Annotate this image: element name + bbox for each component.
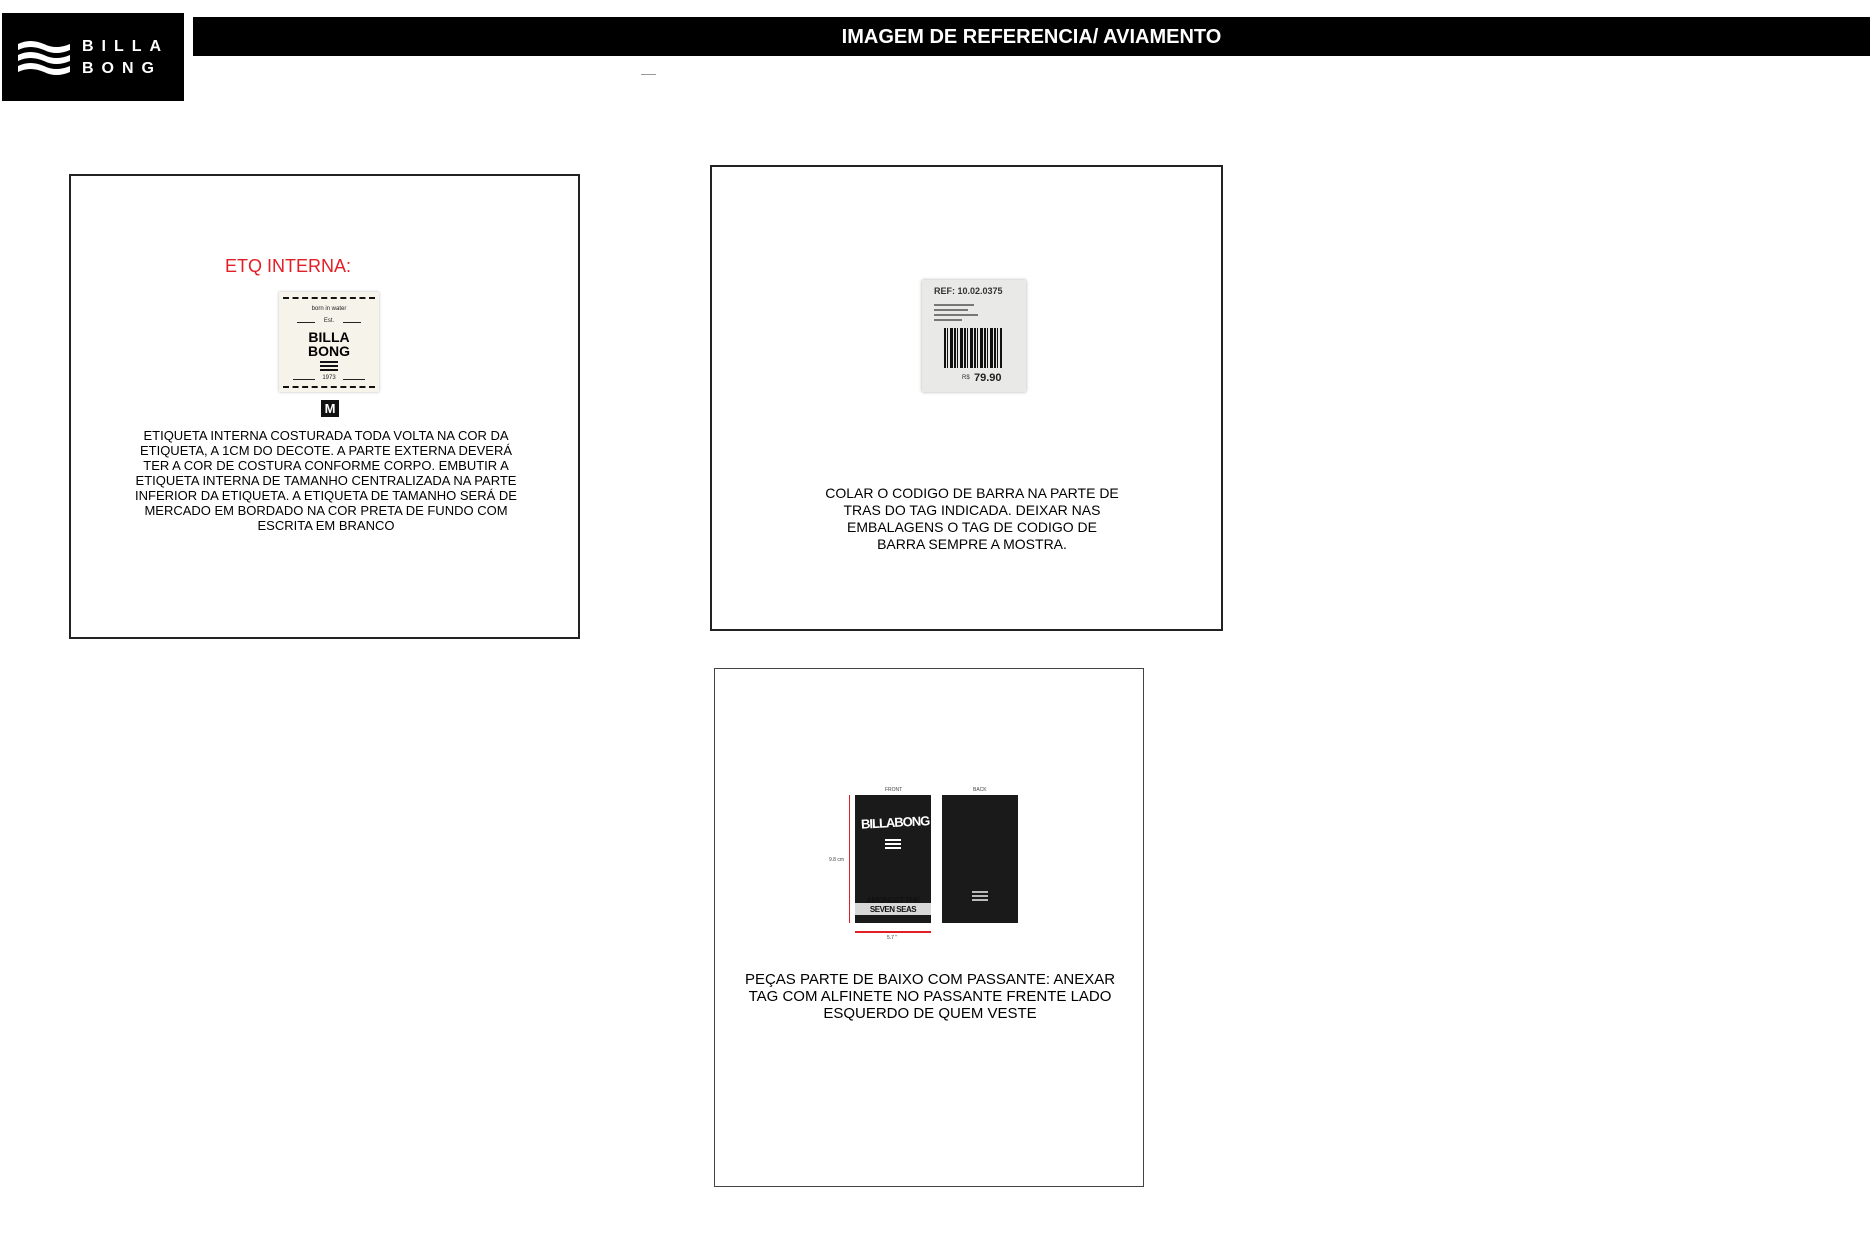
stitch-line-top — [283, 297, 375, 299]
hangtag-description: PEÇAS PARTE DE BAIXO COM PASSANTE: ANEXAR TAG COM ALFINETE NO PASSANTE FRENTE LADO ESQUERDO DE QUEM VESTE — [744, 971, 1116, 1022]
hangtag-wordmark: BILLABONG — [860, 813, 930, 832]
height-dimension-text: 9.8 cm — [829, 857, 845, 863]
divider-mark — [641, 74, 656, 75]
hangtag-panel — [714, 668, 1144, 1187]
size-badge: M — [321, 400, 339, 417]
stitch-line-bottom — [283, 386, 375, 388]
page-title: IMAGEM DE REFERENCIA/ AVIAMENTO — [193, 17, 1870, 56]
width-dimension-text: 5.7 " — [887, 935, 898, 941]
tag-currency: R$ — [962, 375, 970, 381]
barcode-description: COLAR O CODIGO DE BARRA NA PARTE DE TRAS DO TAG INDICADA. DEIXAR NAS EMBALAGENS O TAG DE CODIGO DE BARRA SEMPRE A MOSTRA. — [825, 485, 1119, 552]
billabong-wave-icon — [16, 38, 72, 78]
label-tagline: born in water — [311, 306, 347, 312]
hangtag-back-wave-icon — [972, 891, 988, 901]
tag-price: 79.90 — [974, 372, 1002, 384]
logo-text-line1: BILLA — [82, 38, 170, 55]
billabong-logo — [2, 13, 184, 101]
tag-info-line — [934, 304, 974, 306]
internal-label-image — [279, 292, 379, 392]
front-tag-label: FRONT — [885, 787, 903, 793]
label-year: 1973 — [322, 375, 336, 381]
label-brand-line1: BILLA — [308, 329, 350, 345]
tag-info-line — [934, 314, 978, 316]
label-rule — [297, 322, 315, 323]
label-brand — [279, 330, 379, 358]
internal-label-description: ETIQUETA INTERNA COSTURADA TODA VOLTA NA COR DA ETIQUETA, A 1CM DO DECOTE. A PARTE EXTERNA DEVERÁ TER A COR DE COSTURA CONFORME CORPO. EMBUTIR A ETIQUETA INTERNA DE TAMANHO CENTRALIZADA NA PARTE INFERIOR DA ETIQUETA. A ETIQUETA DE TAMANHO SERÁ DE MERCADO EM BORDADO NA COR PRETA DE FUNDO COM ESCRITA EM BRANCO — [135, 428, 517, 533]
width-dimension-line — [855, 931, 931, 933]
internal-label-panel — [69, 174, 580, 639]
barcode-panel — [710, 165, 1223, 631]
hangtag-wave-icon — [885, 839, 901, 849]
label-wave-icon — [320, 361, 338, 371]
hangtag-back-image — [942, 795, 1018, 923]
tag-info-line — [934, 319, 962, 321]
label-est: Est. — [323, 318, 335, 324]
tag-info-line — [934, 309, 968, 311]
barcode-tag-image — [922, 280, 1026, 392]
hangtag-front-image — [855, 795, 931, 923]
label-rule — [343, 322, 361, 323]
back-tag-label: BACK — [973, 787, 987, 793]
tag-ref: REF: 10.02.0375 — [934, 286, 1003, 296]
hangtag-band-text: AMONGST THE SEVEN SEAS — [866, 896, 920, 914]
logo-text-line2: BONG — [82, 60, 162, 77]
internal-label-heading: ETQ INTERNA: — [225, 256, 352, 276]
barcode — [944, 328, 1002, 368]
height-dimension-line — [849, 795, 850, 923]
label-brand-line2: BONG — [308, 343, 350, 359]
